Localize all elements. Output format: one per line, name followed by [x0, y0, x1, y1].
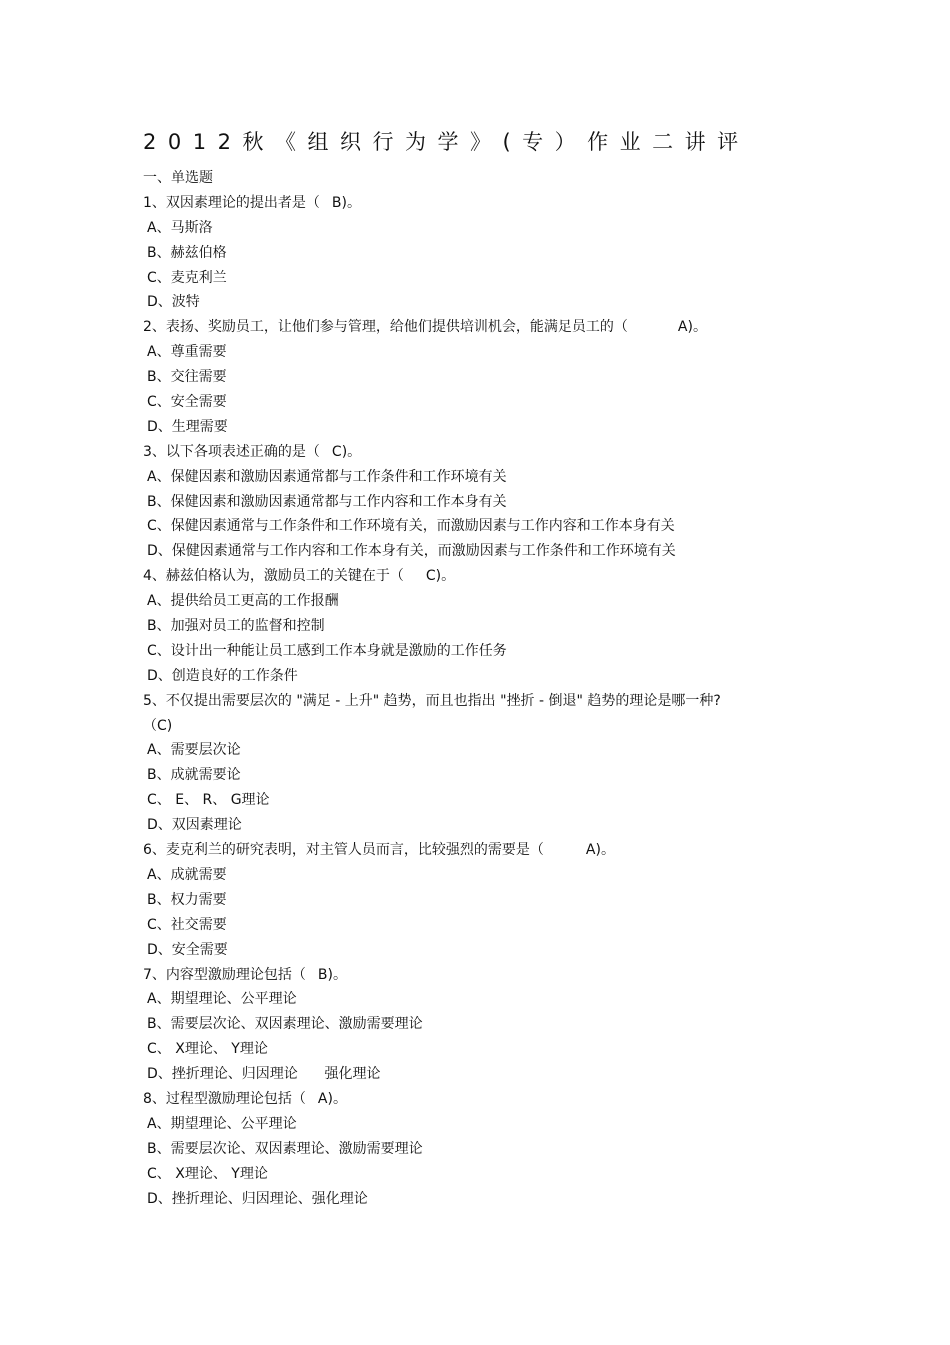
- answer-option: A、提供给员工更高的工作报酬: [147, 593, 339, 610]
- answer-option: B、成就需要论: [147, 767, 241, 784]
- answer-option: A、期望理论、公平理论: [147, 1115, 297, 1132]
- question-stem: [143, 315, 823, 340]
- question-answer: A)。: [677, 319, 707, 336]
- question-stem: [143, 440, 823, 465]
- question-stem: [143, 1087, 823, 1112]
- answer-option: D、生理需要: [147, 418, 228, 435]
- answer-option: C、 X理论、 Y理论: [147, 1165, 268, 1182]
- answer-option: C、 E、 R、 G理论: [147, 792, 270, 809]
- question-text: 7、内容型激励理论包括（: [143, 966, 306, 983]
- question-answer: B)。: [331, 194, 361, 211]
- answer-option: D、安全需要: [147, 941, 228, 958]
- answer-option: D、双因素理论: [147, 817, 242, 834]
- answer-option: B、权力需要: [147, 891, 227, 908]
- answer-option: B、交往需要: [147, 369, 227, 386]
- question-stem: [143, 564, 823, 589]
- document-content: [143, 166, 823, 1211]
- question-answer: C)。: [425, 568, 456, 585]
- question-text: 8、过程型激励理论包括（: [143, 1090, 306, 1107]
- answer-option: C、社交需要: [147, 916, 227, 933]
- answer-option: C、安全需要: [147, 394, 227, 411]
- question-stem: [143, 838, 823, 863]
- question-text: 2、表扬、奖励员工，让他们参与管理，给他们提供培训机会，能满足员工的（: [143, 319, 628, 336]
- answer-option: C、设计出一种能让员工感到工作本身就是激励的工作任务: [147, 642, 507, 659]
- answer-option: B、保健因素和激励因素通常都与工作内容和工作本身有关: [147, 493, 507, 510]
- answer-option: C、麦克利兰: [147, 269, 227, 286]
- question-stem: 5、不仅提出需要层次的 "满足 - 上升" 趋势，而且也指出 "挫折 - 倒退" 趋势的理论是哪一种?: [143, 692, 721, 709]
- question-answer: C)。: [331, 443, 362, 460]
- question-stem: [143, 963, 823, 988]
- answer-option: C、保健因素通常与工作条件和工作环境有关，而激励因素与工作内容和工作本身有关: [147, 518, 675, 535]
- answer-option: D、创造良好的工作条件: [147, 667, 298, 684]
- question-answer: B)。: [317, 966, 347, 983]
- answer-option: A、尊重需要: [147, 344, 227, 361]
- question-answer: A)。: [585, 842, 615, 859]
- question-text: 3、以下各项表述正确的是（: [143, 443, 320, 460]
- answer-option: A、保健因素和激励因素通常都与工作条件和工作环境有关: [147, 468, 507, 485]
- answer-option: B、需要层次论、双因素理论、激励需要理论: [147, 1016, 423, 1033]
- question-text: 4、赫兹伯格认为，激励员工的关键在于（: [143, 568, 404, 585]
- question-text: 6、麦克利兰的研究表明，对主管人员而言，比较强烈的需要是（: [143, 842, 544, 859]
- answer-option: D、挫折理论、归因理论、强化理论: [147, 1190, 368, 1207]
- answer-option: B、赫兹伯格: [147, 244, 227, 261]
- question-stem: [143, 191, 823, 216]
- answer-option: D、波特: [147, 294, 200, 311]
- answer-option: C、 X理论、 Y理论: [147, 1041, 268, 1058]
- answer-option: B、加强对员工的监督和控制: [147, 618, 325, 635]
- answer-option: A、马斯洛: [147, 219, 213, 236]
- answer-option: D、保健因素通常与工作内容和工作本身有关，而激励因素与工作条件和工作环境有关: [147, 543, 676, 560]
- question-answer: （C): [143, 717, 173, 734]
- section-heading: 一、单选题: [143, 170, 213, 186]
- answer-option: A、需要层次论: [147, 742, 241, 759]
- answer-option: A、期望理论、公平理论: [147, 991, 297, 1008]
- answer-option: A、成就需要: [147, 866, 227, 883]
- answer-option: B、需要层次论、双因素理论、激励需要理论: [147, 1140, 423, 1157]
- question-text: 1、双因素理论的提出者是（: [143, 194, 320, 211]
- answer-option: D、挫折理论、归因理论 强化理论: [147, 1066, 381, 1083]
- document-title: 2012秋《组织行为学》(专）作业二讲评: [143, 130, 750, 154]
- question-answer: A)。: [317, 1090, 347, 1107]
